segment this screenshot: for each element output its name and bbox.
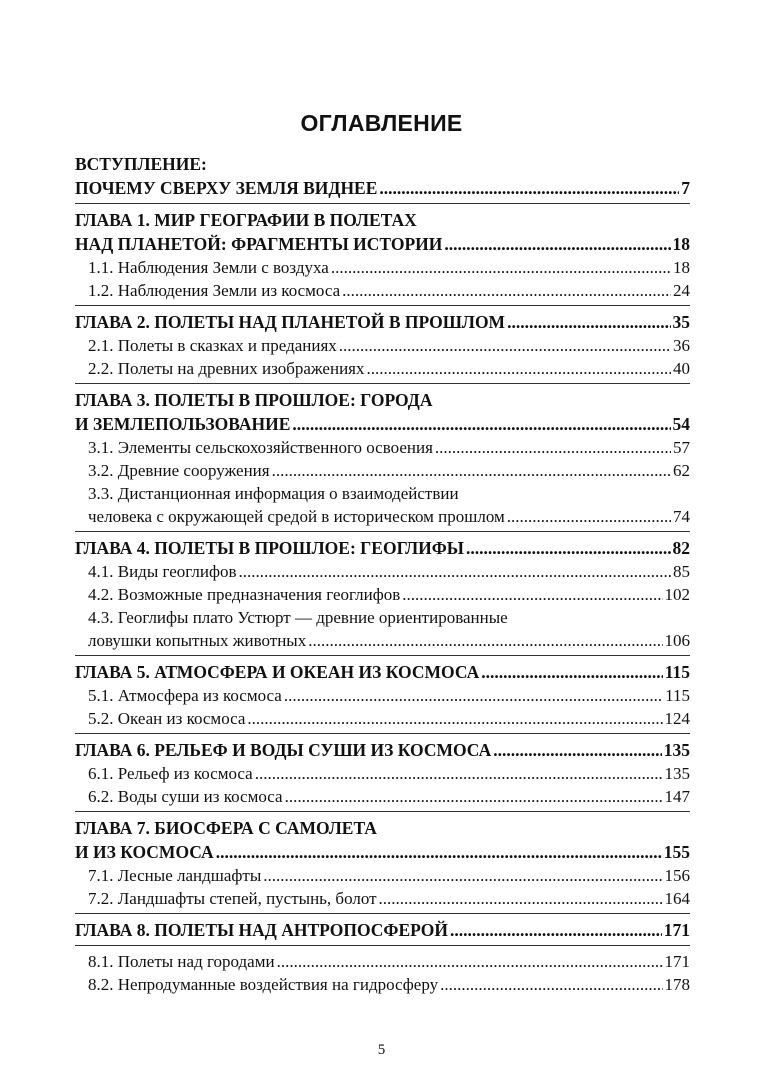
toc-section	[75, 357, 690, 380]
chapter-title-text: ГЛАВА 6. РЕЛЬЕФ И ВОДЫ СУШИ ИЗ КОСМОСА	[75, 740, 492, 760]
leader-dots	[342, 279, 671, 302]
chapter-title-line1	[75, 310, 690, 334]
intro-title-line2	[75, 176, 690, 200]
section-page: 156	[664, 866, 690, 885]
section-page: 62	[673, 461, 690, 480]
section-title-cont: ловушки копытных животных	[88, 631, 307, 650]
chapter-page: 135	[663, 740, 690, 760]
intro-title-line1: ВСТУПЛЕНИЕ:	[75, 154, 207, 174]
chapter-title-line1	[75, 738, 690, 762]
toc-chapter-3	[75, 388, 690, 532]
section-title: 6.1. Рельеф из космоса	[88, 764, 253, 783]
toc-section	[75, 684, 690, 707]
section-title: 8.1. Полеты над городами	[88, 952, 275, 971]
chapter-page: 18	[672, 234, 690, 254]
leader-dots	[493, 738, 662, 762]
intro-title-text: ПОЧЕМУ СВЕРХУ ЗЕМЛЯ ВИДНЕЕ	[75, 178, 378, 198]
toc-section	[75, 707, 690, 730]
chapter-title-line1: ГЛАВА 7. БИОСФЕРА С САМОЛЕТА	[75, 818, 377, 838]
section-page: 18	[673, 258, 690, 277]
section-title: 1.2. Наблюдения Земли из космоса	[88, 281, 341, 300]
chapter-page: 82	[672, 538, 690, 558]
leader-dots	[379, 887, 663, 910]
toc-chapter-2	[75, 310, 690, 384]
leader-dots	[277, 950, 663, 973]
chapter-title-line2	[75, 232, 690, 256]
chapter-title-line1: ГЛАВА 1. МИР ГЕОГРАФИИ В ПОЛЕТАХ	[75, 210, 417, 230]
table-of-contents	[75, 152, 690, 1002]
toc-section	[75, 629, 690, 652]
chapter-title-text: НАД ПЛАНЕТОЙ: ФРАГМЕНТЫ ИСТОРИИ	[75, 234, 443, 254]
section-page: 40	[673, 359, 690, 378]
leader-dots	[435, 436, 671, 459]
leader-dots	[466, 536, 671, 560]
leader-dots	[247, 707, 662, 730]
leader-dots	[339, 334, 671, 357]
leader-dots	[450, 918, 662, 942]
chapter-title-text: И ИЗ КОСМОСА	[75, 842, 214, 862]
leader-dots	[379, 176, 679, 200]
toc-chapter-6	[75, 738, 690, 812]
toc-chapter-8	[75, 918, 690, 996]
leader-dots	[263, 864, 662, 887]
toc-section	[75, 279, 690, 302]
leader-dots	[239, 560, 671, 583]
section-page: 102	[664, 585, 690, 604]
leader-dots	[292, 412, 670, 436]
chapter-title-line1	[75, 536, 690, 560]
chapter-page: 155	[663, 842, 690, 862]
chapter-title-line1: ГЛАВА 3. ПОЛЕТЫ В ПРОШЛОЕ: ГОРОДА	[75, 390, 433, 410]
toc-section	[75, 887, 690, 910]
section-title-line1: 3.3. Дистанционная информация о взаимодействии	[88, 484, 459, 503]
leader-dots	[308, 629, 662, 652]
toc-section	[75, 864, 690, 887]
chapter-page: 35	[672, 312, 690, 332]
section-page: 85	[673, 562, 690, 581]
chapter-title-line1	[75, 660, 690, 684]
leader-dots	[507, 310, 670, 334]
chapter-page: 54	[672, 414, 690, 434]
leader-dots	[255, 762, 663, 785]
toc-section	[75, 459, 690, 482]
toc-section	[75, 950, 690, 973]
section-title: 5.1. Атмосфера из космоса	[88, 686, 282, 705]
section-title: 8.2. Непродуманные воздействия на гидросферу	[88, 975, 439, 994]
section-title: 7.1. Лесные ландшафты	[88, 866, 262, 885]
section-title: 6.2. Воды суши из космоса	[88, 787, 283, 806]
chapter-title-text: ГЛАВА 5. АТМОСФЕРА И ОКЕАН ИЗ КОСМОСА	[75, 662, 480, 682]
toc-chapter-5	[75, 660, 690, 734]
leader-dots	[272, 459, 671, 482]
section-title: 4.1. Виды геоглифов	[88, 562, 237, 581]
toc-section	[75, 505, 690, 528]
intro-page: 7	[681, 178, 690, 198]
chapter-title-line2	[75, 412, 690, 436]
leader-dots	[444, 232, 670, 256]
chapter-title-text: И ЗЕМЛЕПОЛЬЗОВАНИЕ	[75, 414, 291, 434]
toc-section	[75, 436, 690, 459]
toc-section	[75, 583, 690, 606]
toc-chapter-4	[75, 536, 690, 656]
leader-dots	[440, 973, 662, 996]
toc-section	[75, 334, 690, 357]
toc-intro	[75, 152, 690, 204]
leader-dots	[507, 505, 671, 528]
toc-section	[75, 785, 690, 808]
section-page: 106	[664, 631, 690, 650]
section-title: 5.2. Океан из космоса	[88, 709, 246, 728]
section-page: 178	[664, 975, 690, 994]
section-title: 2.2. Полеты на древних изображениях	[88, 359, 365, 378]
section-page: 74	[673, 507, 690, 526]
section-title: 3.1. Элементы сельскохозяйственного освоения	[88, 438, 433, 457]
leader-dots	[402, 583, 662, 606]
chapter-title-text: ГЛАВА 8. ПОЛЕТЫ НАД АНТРОПОСФЕРОЙ	[75, 920, 448, 940]
toc-chapter-7	[75, 816, 690, 914]
page-title: ОГЛАВЛЕНИЕ	[300, 110, 463, 136]
chapter-page: 171	[663, 920, 690, 940]
toc-section	[75, 560, 690, 583]
section-page: 147	[664, 787, 690, 806]
toc-chapter-1	[75, 208, 690, 306]
section-title: 7.2. Ландшафты степей, пустынь, болот	[88, 889, 377, 908]
section-page: 124	[664, 709, 690, 728]
section-title: 4.2. Возможные предназначения геоглифов	[88, 585, 401, 604]
leader-dots	[366, 357, 671, 380]
section-page: 57	[673, 438, 690, 457]
section-title: 3.2. Древние сооружения	[88, 461, 270, 480]
section-page: 115	[665, 686, 690, 705]
chapter-page: 115	[664, 662, 690, 682]
chapter-title-text: ГЛАВА 2. ПОЛЕТЫ НАД ПЛАНЕТОЙ В ПРОШЛОМ	[75, 312, 506, 332]
section-title-cont: человека с окружающей средой в историческом прошлом	[88, 507, 505, 526]
page-number: 5	[377, 1042, 386, 1058]
section-page: 171	[664, 952, 690, 971]
section-page: 164	[664, 889, 690, 908]
chapter-title-line1	[75, 918, 690, 946]
chapter-title-line2	[75, 840, 690, 864]
section-page: 36	[673, 336, 690, 355]
toc-section	[75, 256, 690, 279]
section-title-line1: 4.3. Геоглифы плато Устюрт — древние ориентированные	[88, 608, 508, 627]
section-page: 24	[673, 281, 690, 300]
chapter-title-text: ГЛАВА 4. ПОЛЕТЫ В ПРОШЛОЕ: ГЕОГЛИФЫ	[75, 538, 464, 558]
toc-section	[75, 973, 690, 996]
section-title: 2.1. Полеты в сказках и преданиях	[88, 336, 337, 355]
leader-dots	[284, 684, 663, 707]
section-title: 1.1. Наблюдения Земли с воздуха	[88, 258, 329, 277]
toc-section	[75, 762, 690, 785]
leader-dots	[331, 256, 671, 279]
leader-dots	[216, 840, 662, 864]
leader-dots	[481, 660, 662, 684]
leader-dots	[285, 785, 663, 808]
section-page: 135	[664, 764, 690, 783]
